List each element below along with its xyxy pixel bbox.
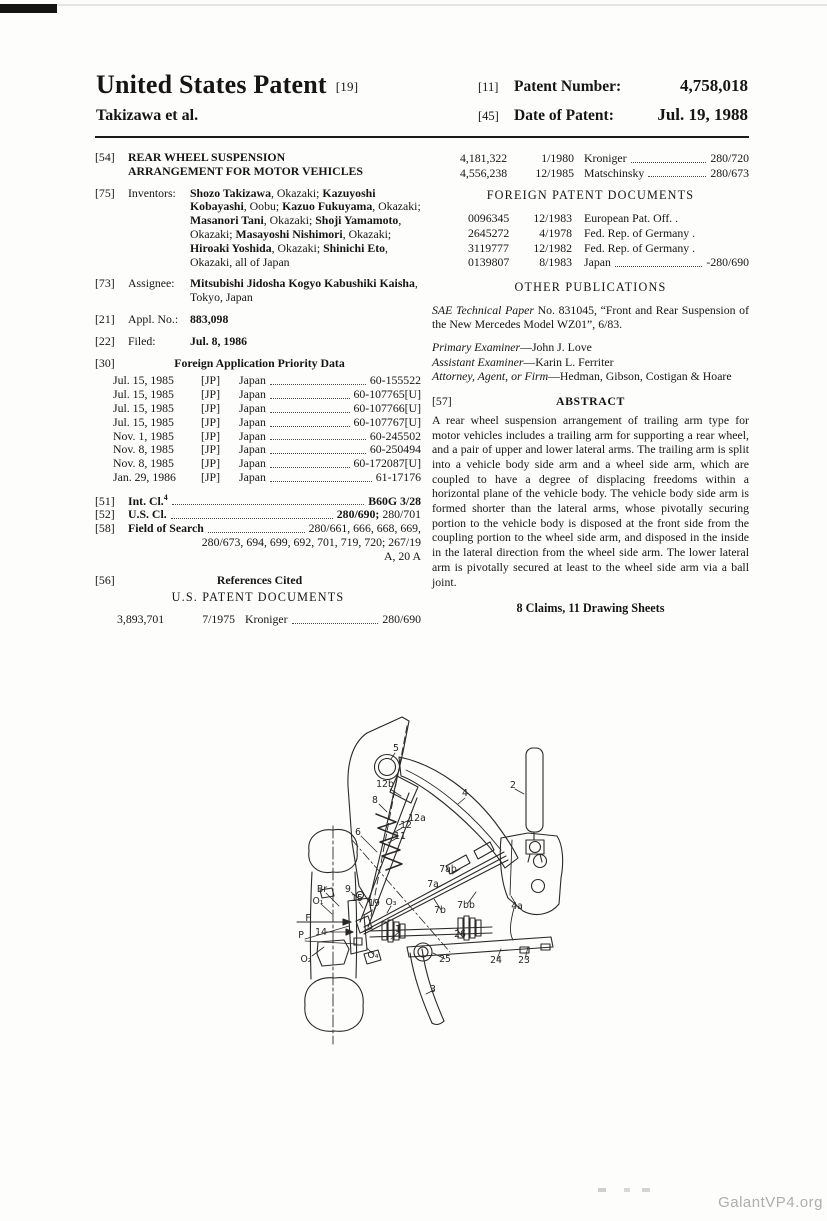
field-of-search-line2: 280/673, 694, 699, 692, 701, 719, 720; 267/19 (201, 535, 421, 550)
primary-examiner-line: Primary Examiner—John J. Love (432, 340, 592, 355)
priority-row: Jan. 29, 1986 [JP] Japan 61-17176 (113, 469, 421, 484)
dot-leader (270, 384, 366, 385)
ref-label: 4 (462, 788, 468, 799)
ref-label: 12b (376, 779, 394, 790)
ref-label: 7b (434, 905, 446, 916)
field-of-search-label: Field of Search (128, 521, 204, 536)
filed-label: Filed: (128, 333, 156, 348)
filed-value: Jul. 8, 1986 (190, 333, 248, 348)
priority-row: Jul. 15, 1985 [JP] Japan 60-107765[U] (113, 387, 421, 402)
references-heading: References Cited (216, 572, 303, 587)
us-patent-citation-row: 3,893,701 7/1975 Kroniger 280/690 (117, 612, 421, 627)
lower-lateral-arm (407, 937, 553, 961)
field-of-search-line3: A, 20 A (383, 548, 421, 563)
patent-date-label: Date of Patent: (514, 107, 614, 124)
us-cl-label: U.S. Cl. (128, 507, 167, 522)
dot-leader (292, 623, 379, 624)
us-patent-citation-row: 4,556,238 12/1985 Matschinsky 280/673 (460, 165, 749, 180)
ref-label: 24 (490, 955, 502, 966)
foreign-citation-row: 0096345 12/1983 European Pat. Off. . (468, 211, 679, 226)
dot-leader (648, 176, 706, 177)
patent-date-row (478, 105, 748, 125)
appl-no-value: 883,098 (190, 311, 229, 326)
patentee-name: Takizawa et al. (96, 107, 199, 124)
field-bracket: [45] (478, 109, 499, 123)
ref-label: 7bb (457, 900, 475, 911)
ref-label: 5 (393, 743, 399, 754)
watermark: GalantVP4.org (718, 1194, 823, 1211)
patent-number-label: Patent Number: (514, 78, 622, 95)
field-of-search-row (95, 522, 421, 536)
field-bracket: [56] (95, 572, 115, 587)
ref-label: 14 (315, 927, 327, 938)
invention-title-row (95, 151, 421, 179)
ref-label: 19 (368, 898, 380, 909)
patent-number-row (478, 76, 748, 96)
dot-leader (615, 266, 703, 267)
abstract-heading-row (432, 394, 749, 409)
scan-smudge (598, 1188, 658, 1192)
ref-label: O₂ (300, 954, 312, 965)
dot-leader (270, 412, 350, 413)
field-bracket: [58] (95, 521, 115, 536)
inventors-label: Inventors: (128, 185, 176, 200)
dot-leader (270, 453, 366, 454)
claims-summary: 8 Claims, 11 Drawing Sheets (516, 601, 665, 616)
ref-label: 11 (394, 831, 406, 842)
ref-label: Br (316, 884, 328, 895)
filed-row (95, 335, 421, 349)
abstract-text: A rear wheel suspension arrangement of trailing arm type for motor vehicles includes a trailing arm for supporting a rear wheel, and a pair of upper and lower lateral arms. The trailing arm is split into a vehicle body side arm and a wheel side arm, which are coupled to have a degree of displacing freedoms within a horizontal plane of the vehicle body. The vehicle body side arm is formed shorter than the lateral arms, whose pivotally securing portion to the vehicle body is disposed at the front side from the coupling portion to the wheel side arm, and disposed in the inside in the lateral direction from the wheel side arm. The lower lateral arm is pivotally secured at least to the wheel side arm via a ball joint. (432, 412, 749, 589)
abstract-heading: ABSTRACT (555, 394, 626, 409)
ref-label: 12 (400, 820, 412, 831)
dot-leader (270, 439, 366, 440)
dot-leader (172, 504, 365, 505)
int-cl-value: B60G 3/28 (368, 493, 421, 508)
other-publications-heading: OTHER PUBLICATIONS (514, 279, 667, 294)
patent-date-value: Jul. 19, 1988 (657, 105, 748, 124)
field-bracket: [54] (95, 150, 115, 164)
patent-figure (260, 690, 580, 1060)
dot-leader (270, 426, 350, 427)
dot-leader (270, 398, 350, 399)
foreign-citation-row: 2645272 4/1978 Fed. Rep. of Germany . (468, 225, 696, 240)
priority-row: Jul. 15, 1985 [JP] Japan 60-155522 (113, 373, 421, 388)
field-bracket: [52] (95, 507, 115, 522)
ref-label: 26 (454, 929, 466, 940)
ref-label: 2 (510, 780, 516, 791)
priority-row: Nov. 8, 1985 [JP] Japan 60-172087[U] (113, 456, 421, 471)
field-bracket: [73] (95, 276, 115, 291)
foreign-citation-row: 0139807 8/1983 Japan -280/690 (468, 255, 749, 270)
ref-label: 7a (427, 879, 439, 890)
appl-no-row (95, 313, 421, 327)
attorney-line: Attorney, Agent, or Firm—Hedman, Gibson, Costigan & Hoare (432, 369, 732, 384)
page-title (96, 70, 358, 100)
left-column (95, 151, 421, 627)
ref-label: 9 (345, 884, 351, 895)
priority-row: Nov. 1, 1985 [JP] Japan 60-245502 (113, 428, 421, 443)
assignee-row (95, 277, 421, 305)
assistant-examiner-line: Assistant Examiner—Karin L. Ferriter (432, 354, 614, 369)
scan-artifact-mark (0, 4, 57, 13)
int-cl-row (95, 491, 421, 509)
appl-no-label: Appl. No.: (128, 311, 179, 326)
dot-leader (270, 481, 372, 482)
assignee-label: Assignee: (128, 276, 175, 291)
field-bracket: [22] (95, 333, 115, 348)
priority-heading: Foreign Application Priority Data (174, 355, 345, 370)
foreign-patent-documents-heading: FOREIGN PATENT DOCUMENTS (486, 188, 695, 203)
right-column (432, 151, 749, 616)
priority-row: Jul. 15, 1985 [JP] Japan 60-107766[U] (113, 400, 421, 415)
ref-label: P (298, 930, 304, 941)
invention-title: REAR WHEEL SUSPENSION ARRANGEMENT FOR MOTOR VEHICLES (128, 150, 363, 178)
field-bracket: [21] (95, 311, 115, 326)
ref-label: 15 (351, 893, 363, 904)
other-publications-text: SAE Technical Paper No. 831045, “Front and Rear Suspension of the New Mercedes Model WZ01”, 6/83. (432, 302, 749, 332)
patent-number-value: 4,758,018 (680, 76, 748, 95)
us-cl-row (95, 508, 421, 522)
ref-label: O₄ (367, 950, 379, 961)
field-bracket: [51] (95, 493, 115, 508)
ref-label: O₁ (312, 896, 324, 907)
int-cl-label: Int. Cl.$^4$ (128, 492, 168, 508)
field-bracket: [30] (95, 355, 115, 370)
ref-label: 6 (355, 827, 361, 838)
kind-code-bracket: [19] (335, 79, 359, 94)
dot-leader (631, 162, 707, 163)
shock-absorber (526, 748, 544, 862)
priority-heading-row (95, 357, 421, 371)
field-bracket: [11] (478, 80, 499, 94)
ref-label: 23 (518, 955, 530, 966)
field-of-search-line1: 280/661, 666, 668, 669, (308, 521, 421, 536)
ref-label: F (305, 913, 311, 924)
foreign-citation-row: 3119777 12/1982 Fed. Rep. of Germany . (468, 240, 696, 255)
ref-label: 1 (395, 924, 401, 935)
drive-shaft (370, 916, 492, 942)
scan-hairline (0, 4, 827, 6)
us-patent-citation-row: 4,181,322 1/1980 Kroniger 280/720 (460, 151, 749, 165)
field-bracket: [75] (95, 185, 115, 200)
dot-leader (270, 467, 350, 468)
us-patent-documents-heading: U.S. PATENT DOCUMENTS (171, 590, 345, 605)
hub-bracket (500, 833, 562, 940)
inventors-list: Shozo Takizawa, Okazaki; Kazuyoshi Kobayashi, Oobu; Kazuo Fukuyama, Okazaki; Masanori Tani, Okazaki; Shoji Yamamoto, Okazaki; Masayoshi Nishimori, Okazaki; Hiroaki Yoshida, Okazaki; Shinichi Eto, Okazaki, all of Japan (190, 185, 421, 269)
header-right-block (478, 76, 748, 134)
ref-label: 3 (430, 984, 436, 995)
ref-label: 25 (439, 954, 451, 965)
ref-label: 12a (408, 813, 426, 824)
ref-label: 7ab (439, 864, 457, 875)
priority-row: Nov. 8, 1985 [JP] Japan 60-250494 (113, 442, 421, 457)
dot-leader (171, 518, 333, 519)
priority-row: Jul. 15, 1985 [JP] Japan 60-107767[U] (113, 414, 421, 429)
header-rule (95, 136, 749, 138)
us-cl-value: 280/690; 280/701 (336, 507, 421, 522)
ref-label: 4a (511, 901, 523, 912)
assignee-value: Mitsubishi Jidosha Kogyo Kabushiki Kaisha, Tokyo, Japan (190, 276, 418, 305)
ref-label: 8 (372, 795, 378, 806)
references-heading-row (95, 574, 421, 588)
united-states-patent-title: United States Patent (96, 70, 327, 99)
field-bracket: [57] (432, 394, 452, 409)
dot-leader (208, 532, 305, 533)
inventors-row (95, 187, 421, 270)
ref-label: O₃ (385, 897, 397, 908)
